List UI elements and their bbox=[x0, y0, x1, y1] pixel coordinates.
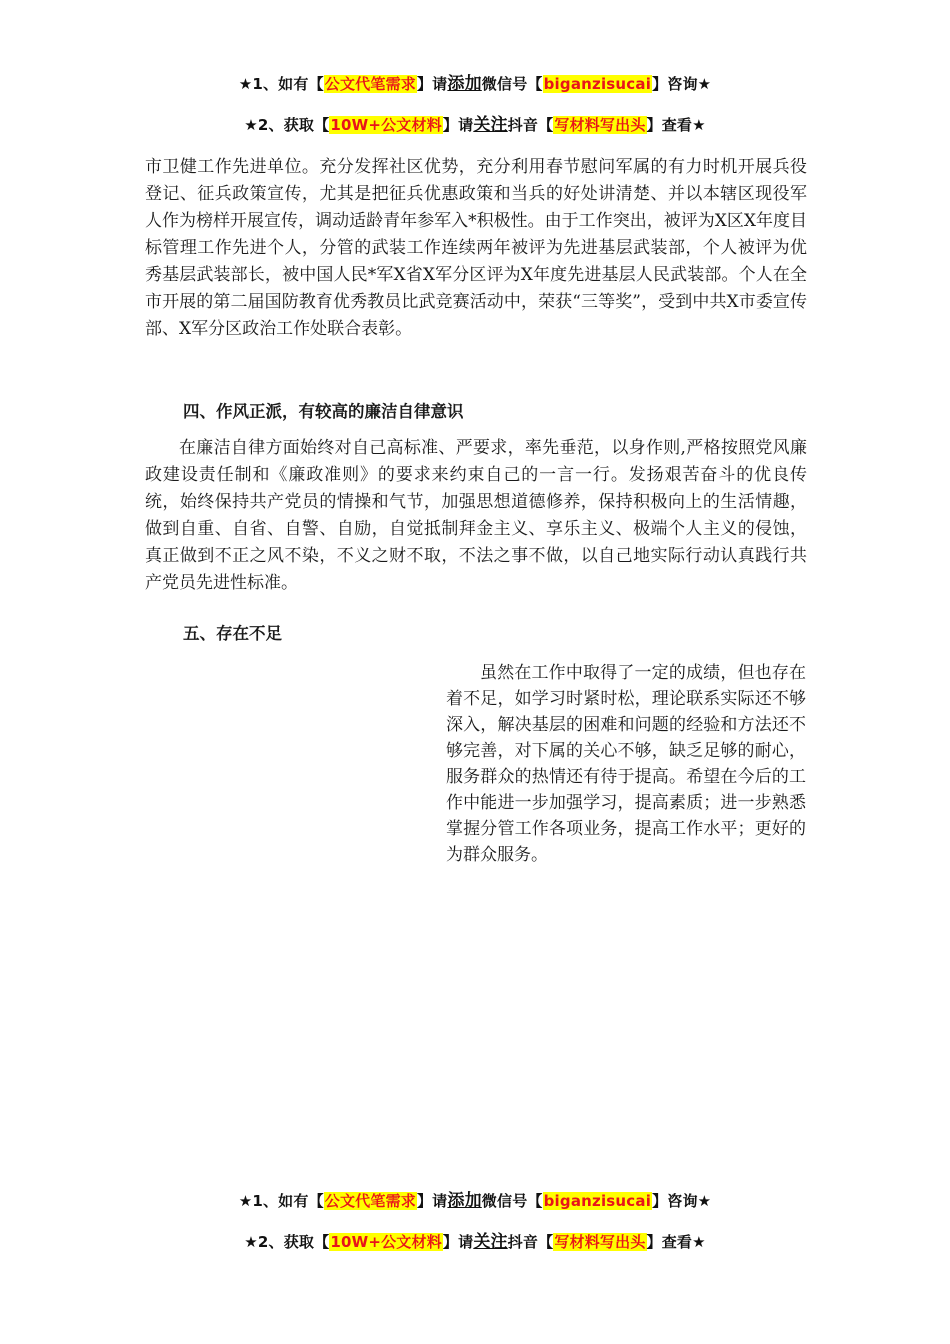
banner-underlined: 添加 bbox=[447, 1191, 482, 1211]
section-heading-5: 五、存在不足 bbox=[183, 624, 282, 643]
banner-underlined: 关注 bbox=[473, 115, 508, 135]
banner-highlight: 公文代笔需求 bbox=[324, 1192, 416, 1210]
paragraph-integrity: 在廉洁自律方面始终对自己高标准、严要求，率先垂范，以身作则,严格按照党风廉政建设责任制和《廉政准则》的要求来约束自己的一言一行。发扬艰苦奋斗的优良传统，始终保持共产党员的情操和气节，加强思想道德修养，保持积极向上的生活情趣，做到自重、自省、自警、自励，自觉抵制拜金主义、享乐主义、极端个人主义的侵蚀，真正做到不正之风不染，不义之财不取，不法之事不做，以自己地实际行动认真践行共产党员先进性标准。 bbox=[145, 438, 807, 593]
banner-highlight-wechat-id: biganzisucai bbox=[543, 75, 652, 93]
banner-highlight: 10W+公文材料 bbox=[330, 1233, 442, 1251]
banner-text: 】请 bbox=[416, 75, 448, 93]
banner-text: 微信号【 bbox=[481, 75, 543, 93]
banner-text: 】请 bbox=[416, 1192, 448, 1210]
banner-text: ★1、如有【 bbox=[238, 1192, 324, 1210]
banner-highlight: 公文代笔需求 bbox=[324, 75, 416, 93]
banner-text: 抖音【 bbox=[507, 116, 554, 134]
banner-text: 】查看★ bbox=[646, 1233, 706, 1251]
banner-highlight: 10W+公文材料 bbox=[330, 116, 442, 134]
banner-text: 】咨询★ bbox=[652, 75, 712, 93]
section-heading-4: 四、作风正派，有较高的廉洁自律意识 bbox=[183, 402, 464, 421]
banner-text: ★2、获取【 bbox=[244, 116, 330, 134]
banner-underlined: 关注 bbox=[473, 1232, 508, 1252]
banner-text: 抖音【 bbox=[507, 1233, 554, 1251]
banner-text: ★1、如有【 bbox=[238, 75, 324, 93]
header-banner-line1 bbox=[0, 69, 950, 94]
banner-highlight-douyin: 写材料写出头 bbox=[554, 1233, 646, 1251]
banner-text: 微信号【 bbox=[481, 1192, 543, 1210]
banner-text: ★2、获取【 bbox=[244, 1233, 330, 1251]
banner-text: 】咨询★ bbox=[652, 1192, 712, 1210]
banner-text: 】查看★ bbox=[646, 116, 706, 134]
banner-text: 】请 bbox=[442, 1233, 474, 1251]
footer-banner-line1 bbox=[0, 1186, 950, 1211]
header-banner-line2 bbox=[0, 110, 950, 135]
footer-banner-line2 bbox=[0, 1227, 950, 1252]
paragraph-shortcomings: 虽然在工作中取得了一定的成绩，但也存在着不足，如学习时紧时松，理论联系实际还不够深入，解决基层的困难和问题的经验和方法还不够完善，对下属的关心不够，缺乏足够的耐心，服务群众的热情还有待于提高。希望在今后的工作中能进一步加强学习，提高素质；进一步熟悉掌握分管工作各项业务，提高工作水平；更好的为群众服务。 bbox=[446, 663, 806, 865]
banner-underlined: 添加 bbox=[447, 74, 482, 94]
banner-text: 】请 bbox=[442, 116, 474, 134]
banner-highlight-douyin: 写材料写出头 bbox=[554, 116, 646, 134]
body-section-4 bbox=[145, 435, 807, 597]
body-section-continued bbox=[145, 154, 807, 343]
paragraph-continued: 市卫健工作先进单位。充分发挥社区优势，充分利用春节慰问军属的有力时机开展兵役登记、征兵政策宣传，尤其是把征兵优惠政策和当兵的好处讲清楚、并以本辖区现役军人作为榜样开展宣传，调动适龄青年参军入*积极性。由于工作突出，被评为X区X年度目标管理工作先进个人，分管的武装工作连续两年被评为先进基层武装部，个人被评为优秀基层武装部长，被中国人民*军X省X军分区评为X年度先进基层人民武装部。个人在全市开展的第二届国防教育优秀教员比武竞赛活动中，荣获“三等奖”，受到中共X市委宣传部、X军分区政治工作处联合表彰。 bbox=[145, 157, 807, 339]
banner-highlight-wechat-id: biganzisucai bbox=[543, 1192, 652, 1210]
